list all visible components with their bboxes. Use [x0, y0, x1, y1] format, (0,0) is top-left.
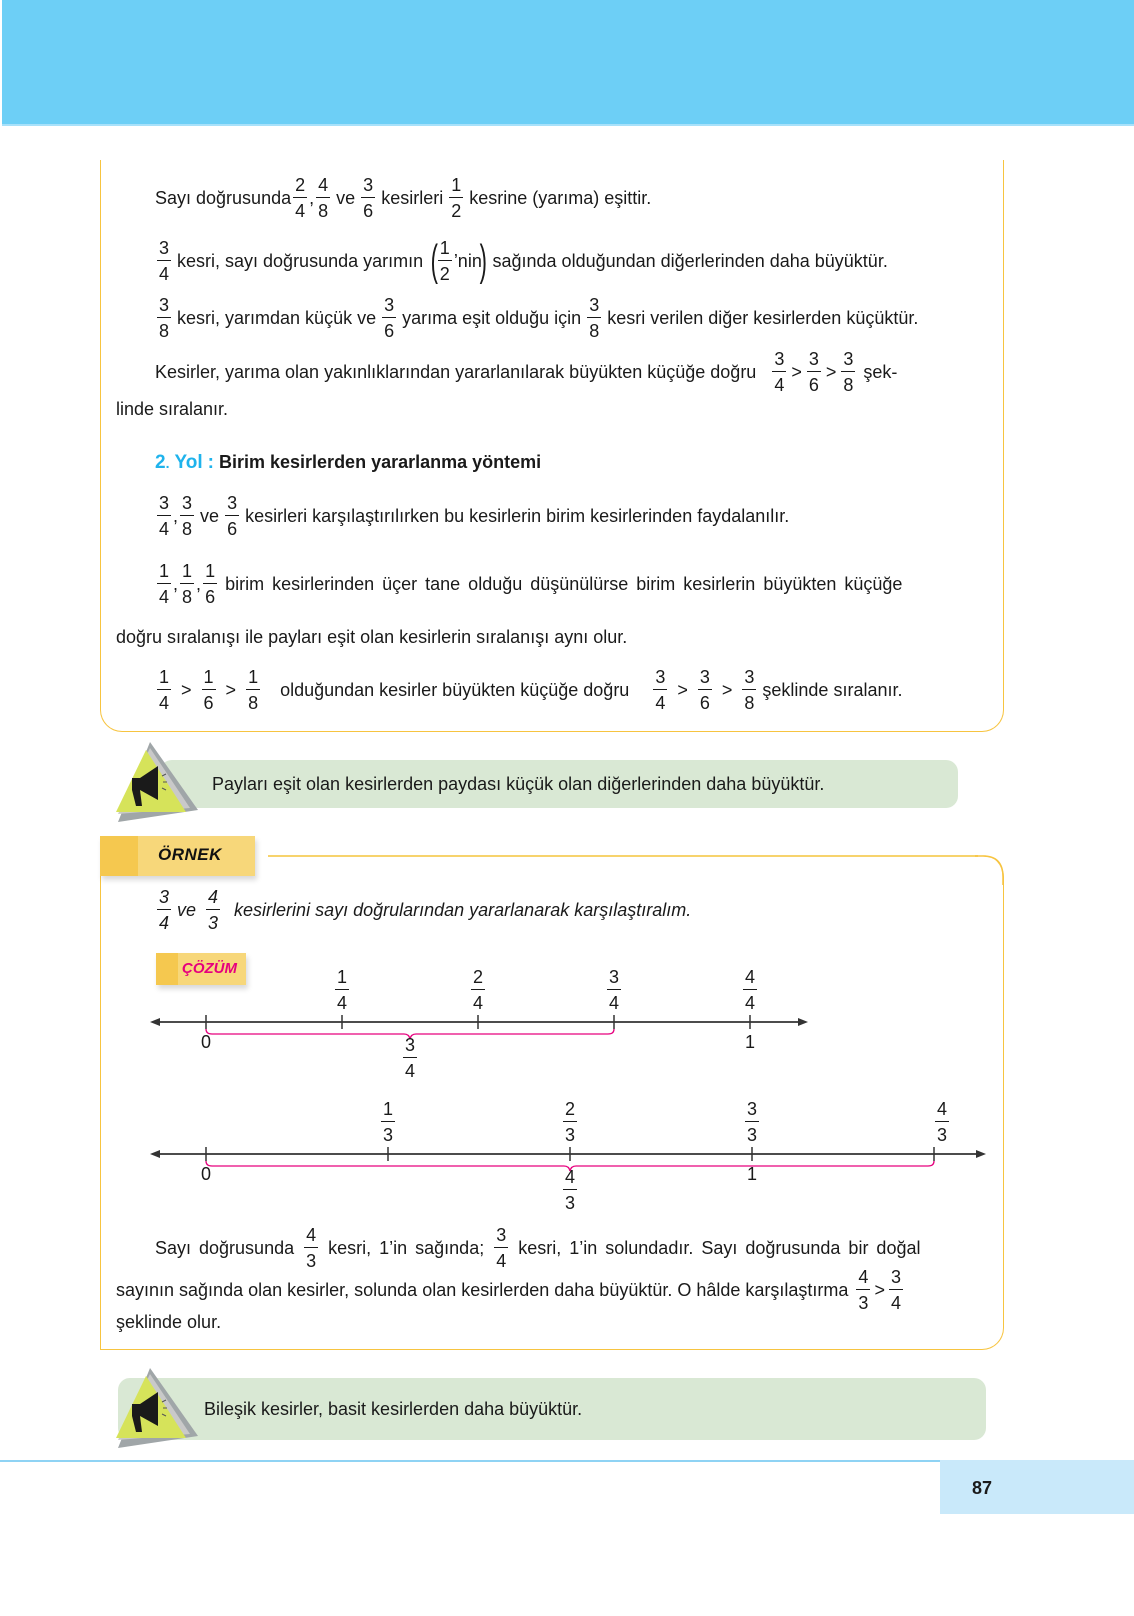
tick-label-zero: 0 — [200, 1164, 212, 1184]
number-line-quarters — [150, 1010, 810, 1060]
megaphone-icon — [110, 738, 200, 828]
conclusion-line2: sayının sağında olan kesirler, solunda olan kesirlerden daha büyüktür. O hâlde karşılaştırma $\frac{4}{3}$ > $\frac{3}{4}$ — [116, 1267, 901, 1313]
tick-label: $\frac{1}{4}$ — [336, 967, 348, 1013]
fraction: $\frac{4}{8}$ — [318, 175, 329, 221]
fraction: $\frac{1}{6}$ — [203, 667, 214, 713]
fraction: $\frac{3}{8}$ — [159, 295, 170, 341]
text: Sayı doğrusunda — [155, 187, 292, 208]
text: kesirleri — [381, 187, 444, 208]
tick-label: $\frac{4}{4}$ — [744, 967, 756, 1013]
fraction: $\frac{1}{2}$ — [451, 175, 462, 221]
text: kesrine (yarıma) eşittir. — [469, 187, 652, 208]
text: kesri, 1’in solundadır. Sayı doğrusunda bir doğal — [518, 1237, 921, 1258]
s1-line3 — [155, 296, 918, 340]
fraction: $\frac{3}{6}$ — [384, 295, 395, 341]
tick-label: $\frac{3}{3}$ — [746, 1099, 758, 1145]
fraction: $\frac{4}{3}$ — [858, 1267, 869, 1313]
text: şek- — [863, 361, 898, 382]
tick-label-one: 1 — [746, 1164, 758, 1184]
fraction: $\frac{3}{8}$ — [843, 349, 854, 395]
example-label: ÖRNEK — [100, 836, 255, 876]
fraction: $\frac{1}{4}$ — [159, 561, 170, 607]
tick-label: $\frac{2}{3}$ — [564, 1099, 576, 1145]
text: şeklinde sıralanır. — [762, 679, 903, 700]
fraction: $\frac{4}{3}$ — [208, 887, 219, 933]
fraction: $\frac{1}{8}$ — [248, 667, 259, 713]
note-text: Bileşik kesirler, basit kesirlerden daha büyüktür. — [204, 1398, 583, 1419]
s1-line4: Kesirler, yarıma olan yakınlıklarından yararlanılarak büyükten küçüğe doğru $\frac{3}{4}$ > $\frac{3}{6}$ > $\frac{3}{8}$ şek- — [155, 349, 898, 395]
footer-rule — [0, 1460, 940, 1462]
text: linde sıralanır. — [116, 399, 229, 419]
fraction: $\frac{3}{4}$ — [890, 1267, 901, 1313]
text: kesirleri karşılaştırılırken bu kesirlerin birim kesirlerinden faydalanılır. — [245, 505, 790, 526]
text: olduğundan kesirler büyükten küçüğe doğru — [280, 679, 630, 700]
page-number: 87 — [972, 1478, 993, 1498]
text: kesri verilen diğer kesirlerden küçüktür. — [607, 307, 919, 328]
fraction: $\frac{1}{8}$ — [182, 561, 193, 607]
method-2-heading: 2. Yol : Birim kesirlerden yararlanma yöntemi — [155, 452, 542, 473]
text: birim kesirlerinden üçer tane olduğu düşünülürse birim kesirlerin büyükten küçüğe — [225, 573, 903, 594]
box-corner — [975, 855, 1005, 885]
fraction: $\frac{4}{3}$ — [306, 1225, 317, 1271]
fraction: $\frac{3}{4}$ — [159, 887, 170, 933]
fraction: $\frac{1}{6}$ — [205, 561, 216, 607]
fraction: $\frac{3}{4}$ — [655, 667, 666, 713]
fraction: $\frac{3}{6}$ — [227, 493, 238, 539]
yol2-line3: $\frac{1}{4}$ > $\frac{1}{6}$ > $\frac{1}{8}$ olduğundan kesirler büyükten küçüğe doğru $\frac{3}{4}$ > $\frac{3}{6}$ > $\frac{3}{8}$ şeklinde sıralanır. — [159, 667, 903, 713]
text: ve — [336, 187, 356, 208]
fraction: $\frac{3}{4}$ — [159, 238, 170, 284]
solution-label: ÇÖZÜM — [156, 953, 246, 985]
text: yarıma eşit olduğu için — [402, 307, 582, 328]
fraction: $\frac{1}{4}$ — [159, 667, 170, 713]
paren-open: ( — [430, 236, 439, 285]
fraction: $\frac{3}{6}$ — [808, 349, 819, 395]
tick-label-one: 1 — [744, 1032, 756, 1052]
header-band-edge — [2, 124, 1134, 126]
text: kesri, 1’in sağında; — [328, 1237, 485, 1258]
yol2-line2: $\frac{1}{4}$ , $\frac{1}{8}$ , $\frac{1}{6}$ birim kesirlerinden üçer tane olduğu düşünülürse birim kesirlerin büyükten küçüğe — [159, 561, 903, 607]
note-text: Payları eşit olan kesirlerden paydası küçük olan diğerlerinden daha büyüktür. — [212, 773, 825, 794]
fraction: $\frac{3}{4}$ — [496, 1225, 507, 1271]
megaphone-icon — [110, 1364, 200, 1454]
fraction: $\frac{3}{8}$ — [182, 493, 193, 539]
tick-label: $\frac{4}{3}$ — [936, 1099, 948, 1145]
text: ’nin — [453, 250, 482, 271]
fraction: $\frac{3}{4}$ — [774, 349, 785, 395]
text: sağında olduğundan diğerlerinden daha büyüktür. — [492, 250, 888, 271]
s1-line2 — [155, 236, 888, 286]
info-note — [118, 1378, 986, 1440]
paren-close: ) — [479, 236, 487, 285]
page-number-box — [940, 1460, 1134, 1514]
fraction: $\frac{3}{8}$ — [589, 295, 600, 341]
text: kesri, sayı doğrusunda yarımın — [177, 250, 424, 271]
brace-label: $\frac{4}{3}$ — [564, 1167, 576, 1213]
fraction: $\frac{3}{4}$ — [159, 493, 170, 539]
tick-label: $\frac{1}{3}$ — [382, 1099, 394, 1145]
text: sayının sağında olan kesirler, solunda olan kesirlerden daha büyüktür. O hâlde karşılaştırma — [116, 1279, 849, 1300]
fraction: $\frac{3}{6}$ — [363, 175, 374, 221]
fraction: $\frac{2}{4}$ — [295, 175, 306, 221]
yol2-line1: $\frac{3}{4}$ , $\frac{3}{8}$ ve $\frac{3}{6}$ kesirleri karşılaştırılırken bu kesirlerin birim kesirlerinden faydalanılır. — [159, 493, 790, 539]
text: doğru sıralanışı ile payları eşit olan kesirlerin sıralanışı aynı olur. — [116, 627, 628, 647]
text: kesri, yarımdan küçük ve — [177, 307, 377, 328]
text: kesirlerini sayı doğrularından yararlanarak karşılaştıralım. — [234, 899, 692, 920]
fraction: $\frac{3}{6}$ — [699, 667, 710, 713]
fraction: $\frac{1}{2}$ — [439, 238, 450, 284]
text: Kesirler, yarıma olan yakınlıklarından yararlanılarak büyükten küçüğe doğru — [155, 361, 757, 382]
text: Sayı doğrusunda — [155, 1237, 295, 1258]
fraction: $\frac{3}{8}$ — [744, 667, 755, 713]
tick-label: $\frac{3}{4}$ — [608, 967, 620, 1013]
tick-label-zero: 0 — [200, 1032, 212, 1052]
tick-label: $\frac{2}{4}$ — [472, 967, 484, 1013]
s1-line1: Sayı doğrusunda $\frac{2}{4}$ , $\frac{4}{8}$ ve $\frac{3}{6}$ kesirleri $\frac{1}{2}$ kesrine (yarıma) eşittir. — [155, 175, 652, 221]
conclusion-line1 — [155, 1226, 920, 1270]
info-note — [160, 760, 958, 808]
header-band — [2, 0, 1134, 124]
brace-label: $\frac{3}{4}$ — [404, 1035, 416, 1081]
example-question: $\frac{3}{4}$ ve $\frac{4}{3}$ kesirlerini sayı doğrularından yararlanarak karşılaştıralım. — [159, 887, 692, 933]
text: şeklinde olur. — [116, 1312, 222, 1332]
